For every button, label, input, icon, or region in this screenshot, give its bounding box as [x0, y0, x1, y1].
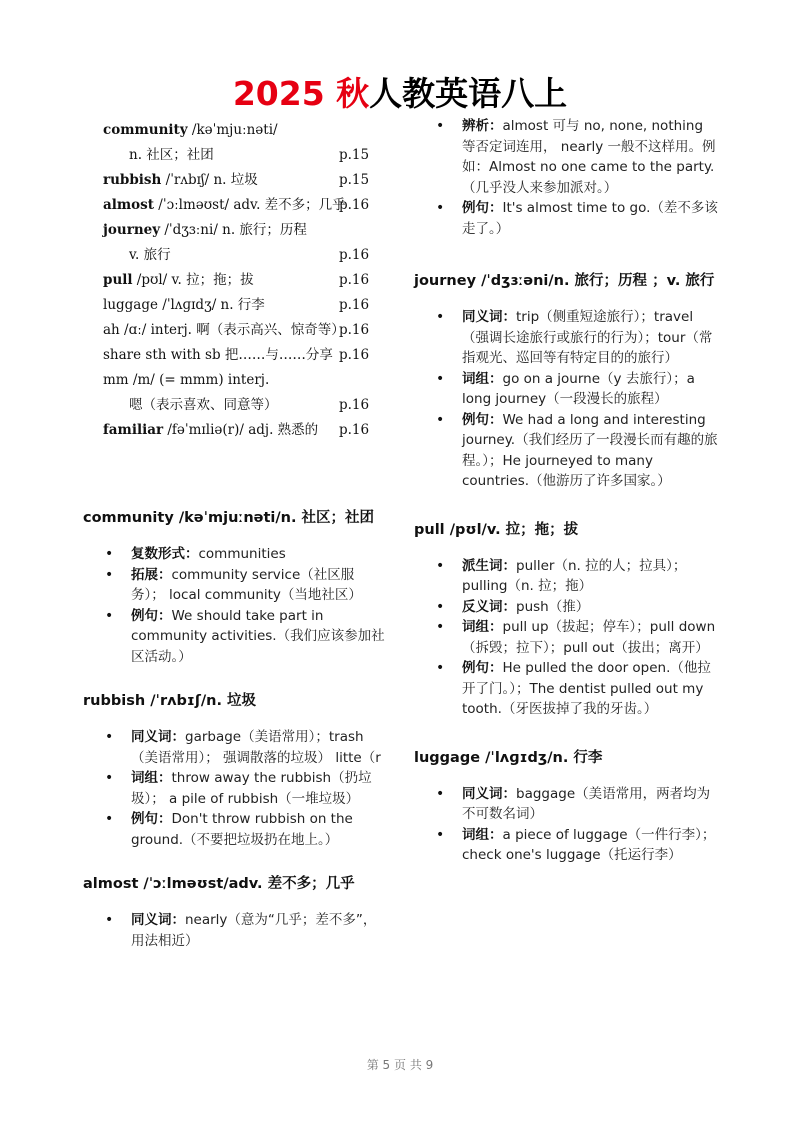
- vocab-text: [103, 268, 254, 293]
- vocab-row: [103, 193, 373, 218]
- vocab-definition: 嗯（表示喜欢、同意等）: [129, 397, 278, 413]
- title-year: 2025 秋: [232, 74, 370, 113]
- vocab-row: [103, 293, 373, 318]
- vocab-row: [103, 393, 373, 418]
- list-item: [414, 784, 720, 825]
- vocab-text: [103, 343, 333, 368]
- vocab-word: pull: [103, 272, 133, 288]
- vocab-text: [103, 293, 265, 318]
- vocab-word: almost: [103, 197, 155, 213]
- vocab-page: p.16: [339, 197, 370, 213]
- entry-heading: luggage /ˈlʌɡɪdʒ/n. 行李: [414, 749, 603, 766]
- entry: [414, 518, 720, 720]
- vocab-definition: n. 社区；社团: [129, 147, 214, 163]
- item-text: nearly（意为“几乎；差不多”， 用法相近）: [131, 912, 377, 949]
- list-item: [414, 597, 720, 618]
- vocab-row: [103, 243, 373, 268]
- vocab-row: [103, 168, 373, 193]
- vocab-definition: ah /ɑː/ interj. 啊（表示高兴、惊奇等）: [103, 322, 345, 338]
- item-label: 例句：: [462, 660, 503, 676]
- vocab-row: [103, 268, 373, 293]
- vocab-definition: v. 旅行: [129, 247, 171, 263]
- entry-heading: journey /ˈdʒɜːəni/n. 旅行；历程 ；v. 旅行: [414, 273, 715, 289]
- item-label: 词组：: [462, 619, 503, 635]
- item-label: 词组：: [462, 826, 503, 843]
- vocab-row: [103, 368, 373, 393]
- item-text: go on a journe（y 去旅行）；a long journey（一段漫长的旅程）: [462, 370, 695, 407]
- vocab-word: journey: [103, 222, 161, 238]
- list-item: [414, 825, 720, 866]
- vocab-row: [103, 118, 373, 143]
- item-text: throw away the rubbish（扔垃圾）； a pile of rubbish（一堆垃圾）: [131, 770, 372, 807]
- item-text: baggage（美语常用，两者均为不可数名词）: [462, 785, 711, 822]
- item-text: puller（n. 拉的人；拉具）；pulling（n. 拉；拖）: [462, 557, 687, 594]
- vocab-definition: /pʊl/ v. 拉；拖；拔: [132, 272, 254, 288]
- list-item: [83, 910, 388, 951]
- vocab-word: community: [103, 122, 188, 138]
- vocab-definition: luggage /ˈlʌɡɪdʒ/ n. 行李: [103, 297, 265, 313]
- vocab-text: [103, 318, 345, 343]
- item-label: 反义词：: [462, 598, 516, 615]
- item-text: communities: [198, 546, 286, 562]
- vocab-page: p.16: [339, 397, 370, 413]
- vocab-text: [103, 368, 269, 393]
- list-item: [414, 116, 720, 198]
- item-label: 同义词：: [131, 729, 185, 745]
- vocab-page: p.15: [339, 172, 370, 188]
- title-main: 人教英语八上: [369, 74, 568, 113]
- item-text: trip（侧重短途旅行）；travel（强调长途旅行或旅行的行为）；tour（常指观光、巡回等有特定目的的旅行）: [462, 309, 713, 366]
- vocab-text: [103, 168, 258, 193]
- item-label: 派生词：: [462, 557, 516, 574]
- list-item: [83, 727, 388, 768]
- vocab-page: p.15: [339, 147, 370, 163]
- vocab-text: [103, 218, 307, 243]
- bullet-list: [414, 556, 720, 720]
- item-label: 复数形式：: [131, 546, 199, 562]
- entry: [414, 746, 720, 866]
- item-label: 同义词：: [462, 785, 516, 802]
- vocab-definition: share sth with sb 把……与……分享: [103, 347, 333, 363]
- item-text: push（推）: [516, 598, 590, 615]
- item-text: garbage（美语常用）；trash（美语常用）； 强调散落的垃圾） litte（r: [131, 729, 381, 766]
- item-label: 例句：: [462, 200, 503, 216]
- item-label: 例句：: [131, 607, 172, 624]
- vocab-definition: /ˈɔːlməʊst/ adv. 差不多；几乎: [154, 197, 346, 213]
- page-footer: 第 5 页 共 9: [366, 1058, 434, 1072]
- vocabulary-list: [103, 118, 373, 443]
- bullet-list: [414, 116, 720, 239]
- vocab-row: [103, 143, 373, 168]
- item-label: 同义词：: [462, 309, 516, 325]
- vocab-word: familiar: [103, 422, 164, 438]
- item-label: 辨析：: [462, 118, 503, 134]
- item-text: He pulled the door open.（他拉开了门。）；The dentist pulled out my tooth.（牙医拔掉了我的牙齿。）: [462, 660, 711, 717]
- entry: [83, 872, 388, 951]
- vocab-text: [129, 393, 278, 418]
- bullet-list: [414, 307, 720, 492]
- vocab-row: [103, 318, 373, 343]
- entry: [414, 116, 720, 239]
- bullet-list: [83, 910, 388, 951]
- vocab-page: p.16: [339, 272, 370, 288]
- vocab-definition: mm /m/ (= mmm) interj.: [103, 372, 270, 388]
- vocab-page: p.16: [339, 247, 370, 263]
- list-item: [414, 198, 720, 239]
- entry-heading: community /kəˈmjuːnəti/n. 社区；社团: [83, 510, 375, 526]
- vocab-definition: /ˈdʒɜːni/ n. 旅行；历程: [160, 222, 307, 238]
- vocab-row: [103, 418, 373, 443]
- bullet-list: [83, 544, 388, 667]
- vocab-row: [103, 343, 373, 368]
- list-item: [414, 307, 720, 369]
- item-label: 词组：: [462, 370, 503, 387]
- entry: [83, 506, 388, 667]
- bullet-list: [83, 727, 388, 850]
- entry: [414, 269, 720, 492]
- vocab-row: [103, 218, 373, 243]
- vocab-word: rubbish: [103, 172, 162, 188]
- list-item: [414, 617, 720, 658]
- item-label: 拓展：: [131, 566, 172, 583]
- item-text: It's almost time to go.（差不多该走了。）: [462, 200, 718, 237]
- page-title: [0, 68, 800, 115]
- right-column: [414, 116, 720, 866]
- entry-heading: pull /pʊl/v. 拉；拖；拔: [414, 521, 579, 538]
- vocab-text: [129, 143, 214, 168]
- list-item: [83, 565, 388, 606]
- item-text: almost 可与 no, none, nothing 等否定词连用， nearly 一般不这样用。例如：Almost no one came to the party.（几乎没人来参加派对。）: [462, 118, 716, 196]
- item-label: 词组：: [131, 770, 172, 786]
- entry-heading: rubbish /ˈrʌbɪʃ/n. 垃圾: [83, 693, 257, 709]
- vocab-page: p.16: [339, 297, 370, 313]
- vocab-definition: /fəˈmɪliə(r)/ adj. 熟悉的: [163, 422, 319, 438]
- vocab-text: [103, 193, 346, 218]
- list-item: [414, 369, 720, 410]
- list-item: [83, 768, 388, 809]
- item-text: community service（社区服务）； local community（当地社区）: [131, 566, 362, 603]
- item-label: 同义词：: [131, 912, 185, 928]
- vocab-text: [103, 418, 318, 443]
- list-item: [414, 556, 720, 597]
- vocab-definition: /kəˈmjuːnəti/: [187, 122, 278, 138]
- list-item: [83, 809, 388, 850]
- vocab-text: [129, 243, 171, 268]
- item-text: Don't throw rubbish on the ground.（不要把垃圾扔在地上。）: [131, 811, 353, 848]
- item-text: a piece of luggage（一件行李）； check one's luggage（托运行李）: [462, 826, 716, 863]
- item-label: 例句：: [131, 811, 172, 827]
- vocab-text: [103, 118, 278, 143]
- left-column: [83, 506, 388, 951]
- list-item: [83, 544, 388, 565]
- item-label: 例句：: [462, 411, 503, 428]
- entry: [83, 689, 388, 850]
- entry-heading: almost /ˈɔːlməʊst/adv. 差不多；几乎: [83, 876, 355, 892]
- vocab-definition: /ˈrʌbɪʃ/ n. 垃圾: [161, 172, 258, 188]
- list-item: [83, 606, 388, 668]
- bullet-list: [414, 784, 720, 866]
- vocab-page: p.16: [339, 347, 370, 363]
- list-item: [414, 410, 720, 492]
- item-text: pull up（拔起；停车）；pull down（拆毁；拉下）；pull out（拔出；离开）: [462, 619, 716, 656]
- vocab-page: p.16: [339, 422, 370, 438]
- vocab-page: p.16: [339, 322, 370, 338]
- item-text: We should take part in community activities.（我们应该参加社区活动。）: [131, 607, 385, 665]
- list-item: [414, 658, 720, 720]
- item-text: We had a long and interesting journey.（我们经历了一段漫长而有趣的旅程。）；He journeyed to many countries.（他游历了许多国家。）: [462, 411, 718, 489]
